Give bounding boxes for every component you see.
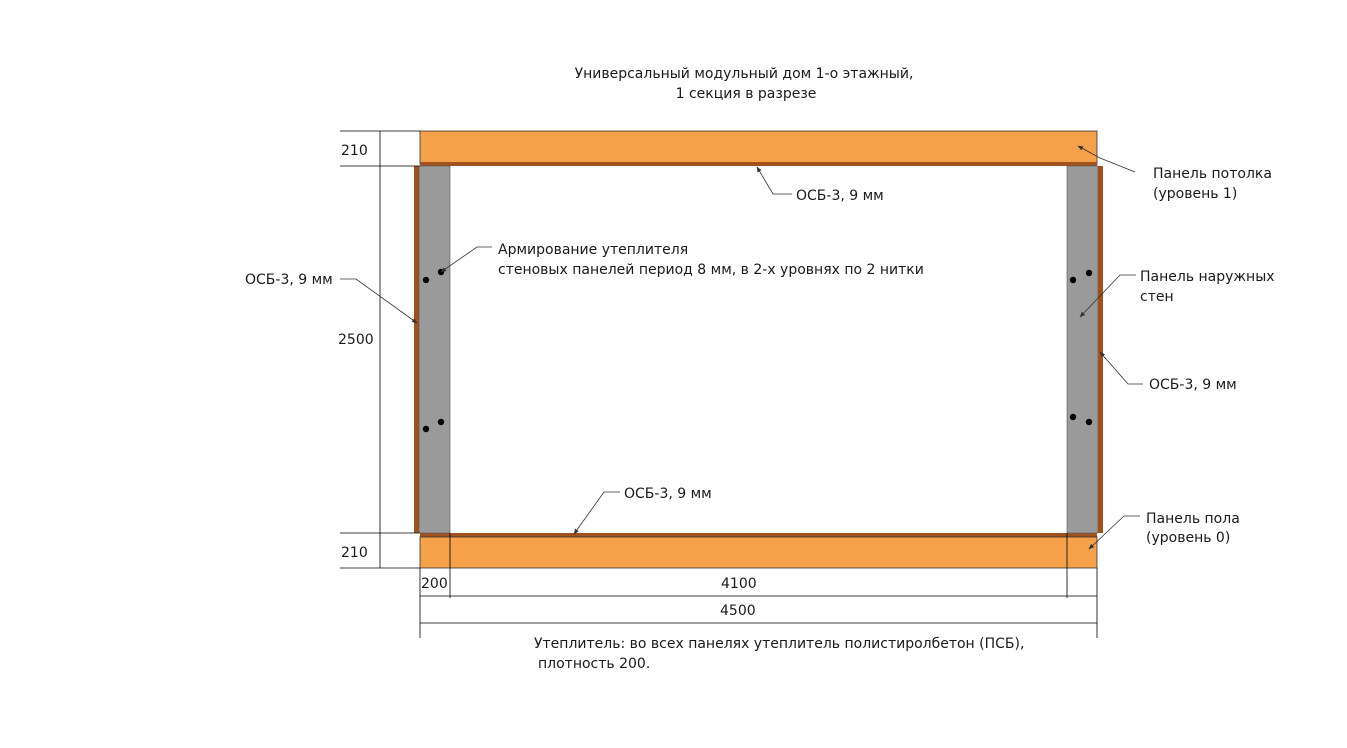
rebar-dot <box>1070 277 1076 283</box>
leader-osb-left <box>340 279 417 323</box>
left-wall-insulation <box>419 166 450 533</box>
label-insulation-1: Утеплитель: во всех панелях утеплитель полистиролбетон (ПСБ), <box>534 636 1025 652</box>
ceiling-panel <box>420 131 1097 164</box>
floor-osb-layer <box>420 533 1097 537</box>
dim-ceiling-thickness: 210 <box>341 143 368 159</box>
dim-floor-thickness: 210 <box>341 545 368 561</box>
dim-total-width: 4500 <box>720 603 756 619</box>
leader-osb-bottom <box>574 492 620 534</box>
dim-wall-height: 2500 <box>338 332 374 348</box>
rebar-dot <box>1086 270 1092 276</box>
label-ceiling-panel-1: Панель потолка <box>1153 166 1272 182</box>
floor-panel <box>420 537 1097 568</box>
label-floor-panel-2: (уровень 0) <box>1146 530 1231 546</box>
rebar-dot <box>1086 419 1092 425</box>
ceiling-osb-layer <box>420 162 1097 166</box>
right-wall-osb <box>1098 166 1103 533</box>
rebar-dot <box>1070 414 1076 420</box>
dim-inner-width: 4100 <box>721 576 757 592</box>
leader-osb-right <box>1100 352 1143 384</box>
rebar-dot <box>438 419 444 425</box>
label-osb-left: ОСБ-3, 9 мм <box>245 272 333 288</box>
title-line-2: 1 секция в разрезе <box>675 86 817 102</box>
label-osb-right: ОСБ-3, 9 мм <box>1149 377 1237 393</box>
title-line-1: Универсальный модульный дом 1-о этажный, <box>574 66 914 82</box>
left-wall-osb <box>414 166 419 533</box>
rebar-dot <box>423 277 429 283</box>
label-osb-bottom: ОСБ-3, 9 мм <box>624 486 712 502</box>
rebar-dot <box>423 426 429 432</box>
label-ceiling-panel-2: (уровень 1) <box>1153 186 1238 202</box>
label-wall-panel-2: стен <box>1140 289 1174 305</box>
label-reinforcement-2: стеновых панелей период 8 мм, в 2-х уровнях по 2 нитки <box>498 262 924 278</box>
dim-wall-thickness: 200 <box>421 576 448 592</box>
label-osb-top: ОСБ-3, 9 мм <box>796 188 884 204</box>
label-wall-panel-1: Панель наружных <box>1140 269 1275 285</box>
label-floor-panel-1: Панель пола <box>1146 511 1240 527</box>
label-reinforcement-1: Армирование утеплителя <box>498 242 689 258</box>
label-insulation-2: плотность 200. <box>538 656 651 672</box>
right-wall-insulation <box>1067 166 1098 533</box>
leader-osb-top <box>757 167 792 194</box>
